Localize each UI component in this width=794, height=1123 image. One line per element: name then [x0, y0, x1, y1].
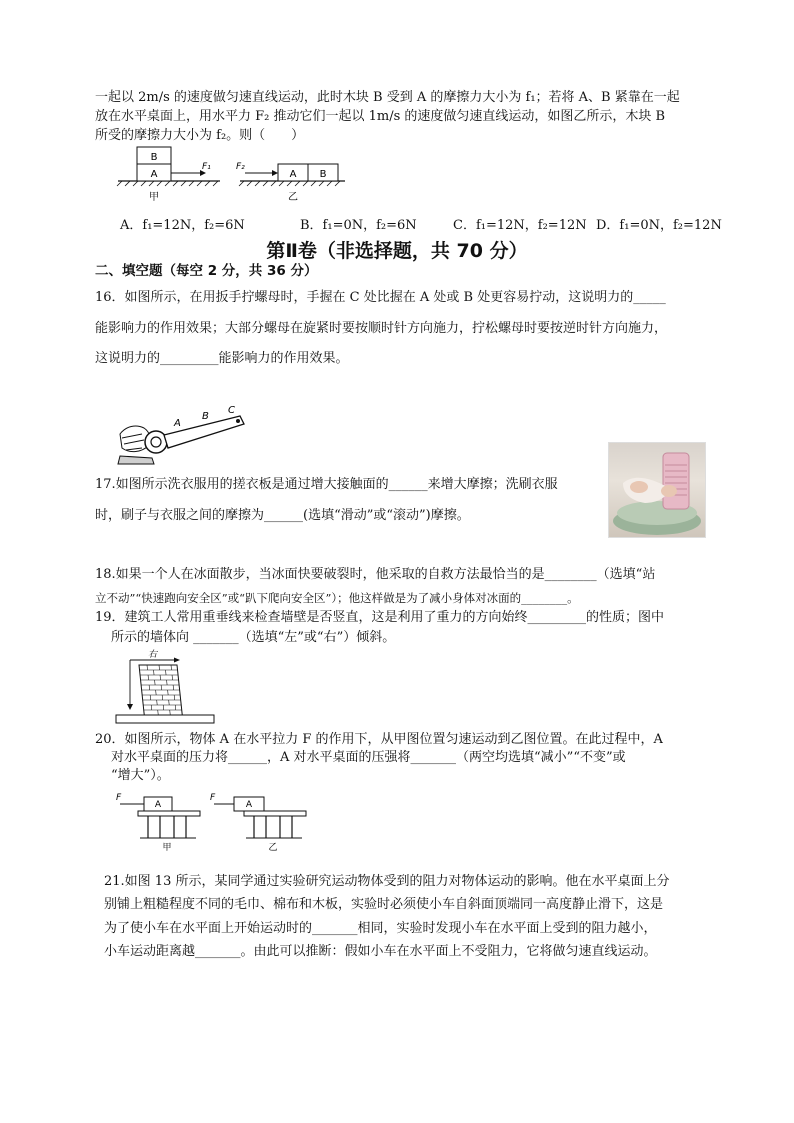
q15-option-d: D．f₁=0N，f₂=12N — [596, 218, 722, 233]
q16-line-3: 这说明力的_________能影响力的作用效果。 — [95, 351, 349, 366]
q15-option-a: A．f₁=12N，f₂=6N — [120, 218, 245, 233]
q15-block-a-jia: A — [150, 169, 158, 180]
q18-line-2: 立不动”“快速跑向安全区”或“趴下爬向安全区”）；他这样做是为了减小身体对冰面的________。 — [95, 591, 579, 605]
q21-line-4: 小车运动距离越_______。由此可以推断：假如小车在水平面上不受阻力，它将做匀速直线运动。 — [104, 944, 657, 959]
q20-figure — [112, 790, 312, 860]
q15-block-b-jia: B — [150, 152, 158, 163]
q17-line-1: 17.如图所示洗衣服用的搓衣板是通过增大接触面的______来增大摩擦；洗刷衣服 — [95, 477, 558, 492]
q20-block-a-jia: A — [154, 800, 162, 810]
washboard-photo — [608, 442, 706, 538]
q16-label-a: A — [174, 418, 181, 429]
q17-line-2: 时，刷子与衣服之间的摩擦为______(选填“滑动”或“滚动”)摩擦。 — [95, 508, 470, 523]
q21-line-1: 21.如图 13 所示，某同学通过实验研究运动物体受到的阻力对物体运动的影响。他在水平桌面上分 — [104, 874, 670, 889]
section2-heading: 二、填空题（每空 2 分，共 36 分） — [95, 263, 318, 279]
q20-caption-jia: 甲 — [162, 843, 172, 853]
q20-line-2: 对水平桌面的压力将______，A 对水平桌面的压强将_______（两空均选填“减小”“不变”或 — [111, 750, 626, 765]
q19-direction-label: 右 — [148, 650, 158, 660]
q20-caption-yi: 乙 — [268, 843, 278, 853]
q15-option-c: C．f₁=12N，f₂=12N — [453, 218, 587, 233]
q21-line-3: 为了使小车在水平面上开始运动时的_______相同，实验时发现小车在水平面上受到的阻力越小， — [104, 921, 657, 936]
q15-caption-jia: 甲 — [149, 192, 159, 203]
q16-line-2: 能影响力的作用效果；大部分螺母在旋紧时要按顺时针方向施力，拧松螺母时要按逆时针方向施力， — [95, 321, 668, 336]
q19-line-1: 19．建筑工人常用重垂线来检查墙壁是否竖直，这是利用了重力的方向始终_________的性质；图中 — [95, 610, 665, 625]
q15-caption-yi: 乙 — [288, 192, 298, 203]
q15-f2-label: F₂ — [236, 162, 245, 172]
q15-block-b-yi: B — [319, 169, 327, 180]
q20-f-label-jia: F — [116, 793, 122, 803]
q18-line-1: 18.如果一个人在冰面散步，当冰面快要破裂时，他采取的自救方法最恰当的是________（选填“站 — [95, 567, 656, 582]
q19-line-2: 所示的墙体向 _______（选填“左”或“右”）倾斜。 — [111, 630, 396, 645]
q16-label-c: C — [228, 405, 235, 416]
q15-line-3: 所受的摩擦力大小为 f₂。则（ ） — [95, 128, 305, 143]
q19-wall-figure — [112, 648, 217, 726]
q15-line-1: 一起以 2m/s 的速度做匀速直线运动，此时木块 B 受到 A 的摩擦力大小为 f₁；若将 A、B 紧靠在一起 — [95, 90, 680, 105]
q20-f-label-yi: F — [210, 793, 216, 803]
part2-title: 第Ⅱ卷（非选择题，共 70 分） — [266, 240, 528, 262]
q20-line-3: “增大”）。 — [111, 768, 170, 783]
q20-line-1: 20．如图所示，物体 A 在水平拉力 F 的作用下，从甲图位置匀速运动到乙图位置。在此过程中，A — [95, 732, 663, 747]
q15-f1-label: F₁ — [202, 162, 211, 172]
q15-figure — [110, 143, 370, 207]
q16-line-1: 16．如图所示，在用扳手拧螺母时，手握在 C 处比握在 A 处或 B 处更容易拧动，这说明力的_____ — [95, 290, 666, 305]
q16-wrench-figure — [112, 404, 252, 468]
q15-block-a-yi: A — [289, 169, 297, 180]
q16-label-b: B — [202, 411, 209, 422]
q15-option-b: B．f₁=0N，f₂=6N — [300, 218, 417, 233]
q21-line-2: 别铺上粗糙程度不同的毛巾、棉布和木板，实验时必须使小车自斜面顶端同一高度静止滑下，这是 — [104, 897, 664, 912]
q15-line-2: 放在水平桌面上，用水平力 F₂ 推动它们一起以 1m/s 的速度做匀速直线运动，如图乙所示，木块 B — [95, 109, 666, 124]
q20-block-a-yi: A — [245, 800, 253, 810]
